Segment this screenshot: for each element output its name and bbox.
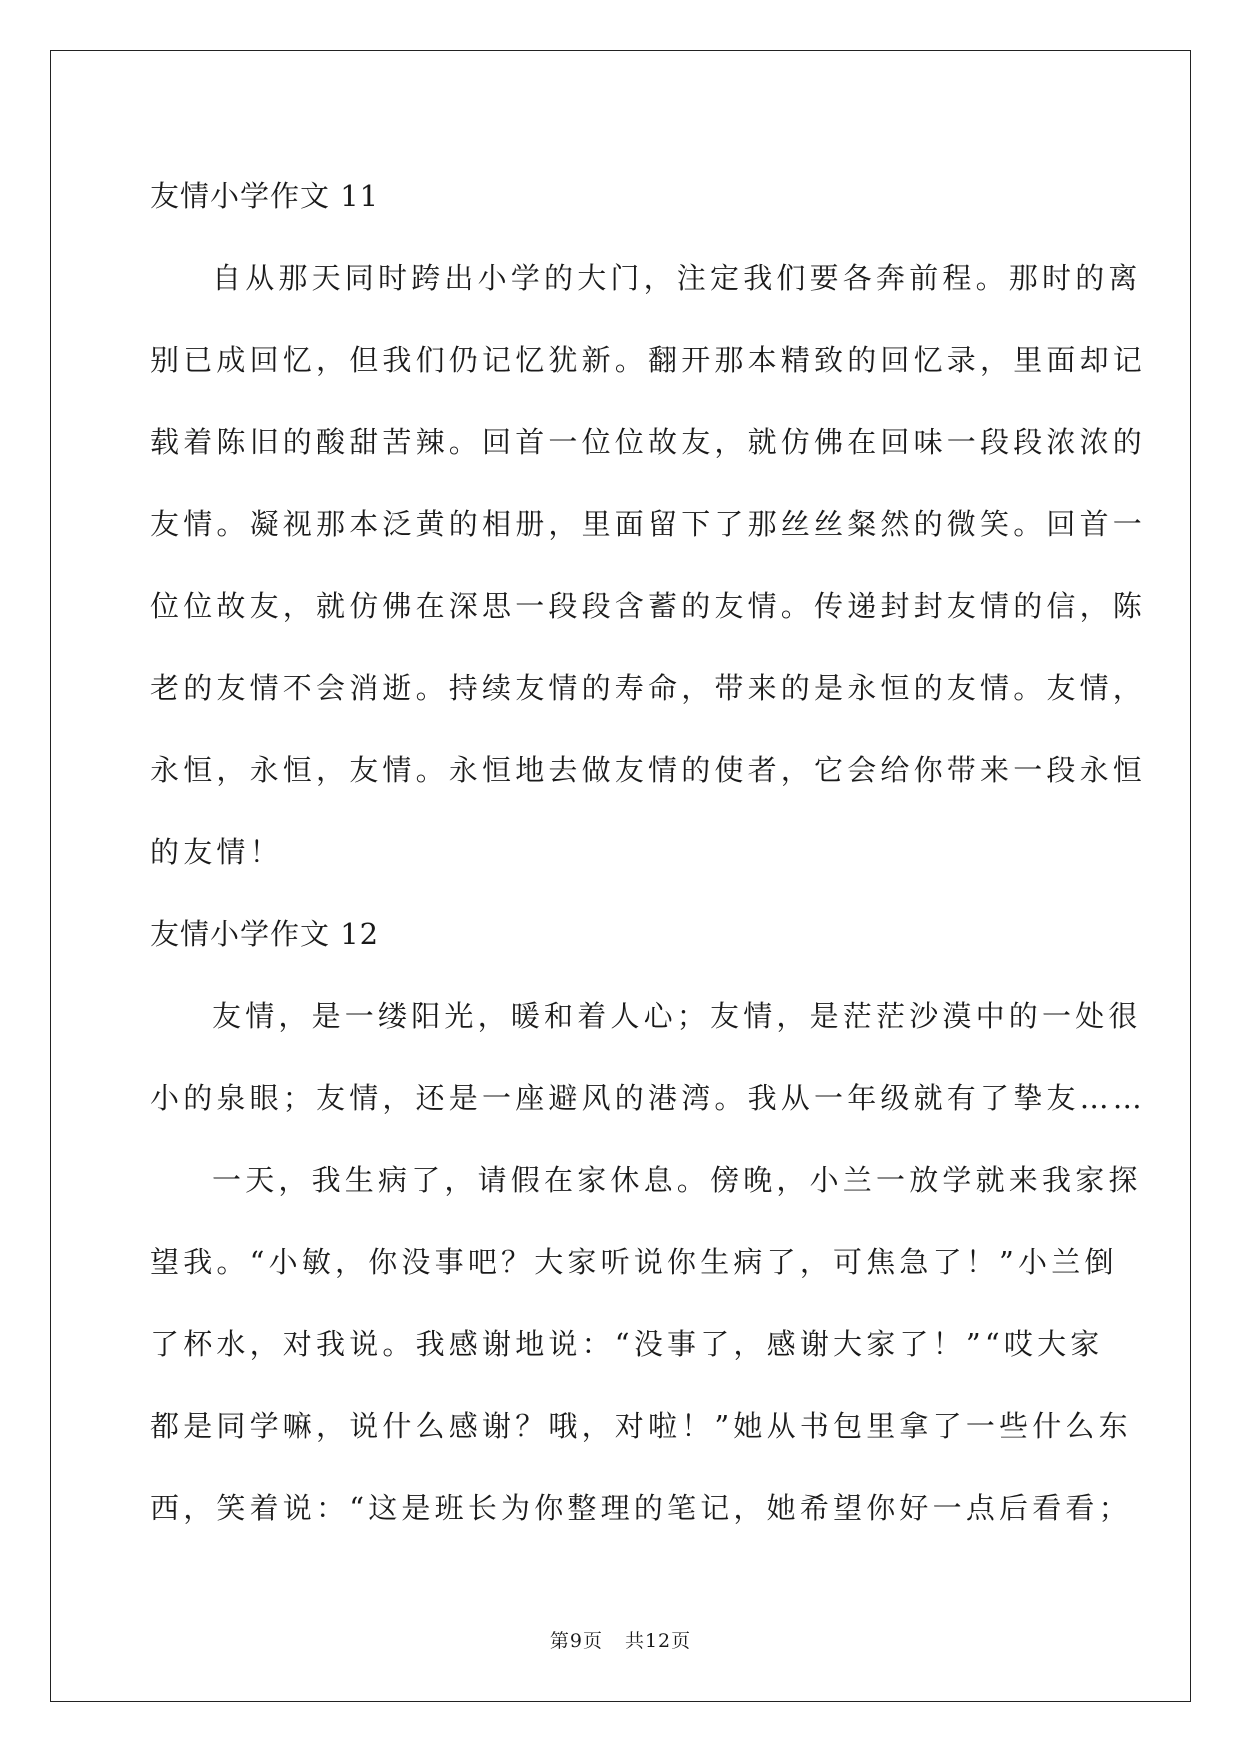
text-line: 别已成回忆，但我们仍记忆犹新。翻开那本精致的回忆录，里面却记	[150, 343, 1147, 377]
text-line: 望我。“小敏，你没事吧？大家听说你生病了，可焦急了！”小兰倒	[150, 1245, 1118, 1279]
text-line: 小的泉眼；友情，还是一座避风的港湾。我从一年级就有了挚友……	[150, 1081, 1147, 1115]
total-pages-label: 共12页	[624, 1630, 692, 1652]
text-line: 位位故友，就仿佛在深思一段段含蓄的友情。传递封封友情的信，陈	[150, 589, 1147, 623]
current-page-label: 第9页	[549, 1630, 603, 1652]
text-line: 载着陈旧的酸甜苦辣。回首一位位故友，就仿佛在回味一段段浓浓的	[150, 425, 1147, 459]
paragraph	[150, 1139, 1142, 1549]
essay-heading: 友情小学作文 11	[150, 179, 380, 213]
document-body	[150, 155, 1147, 1549]
text-line: 的友情！	[150, 835, 283, 869]
text-line: 友情，是一缕阳光，暖和着人心；友情，是茫茫沙漠中的一处很	[212, 999, 1142, 1033]
text-line: 了杯水，对我说。我感谢地说：“没事了，感谢大家了！”“哎大家	[150, 1327, 1104, 1361]
text-line: 自从那天同时跨出小学的大门，注定我们要各奔前程。那时的离	[212, 261, 1142, 295]
text-line: 老的友情不会消逝。持续友情的寿命，带来的是永恒的友情。友情，	[150, 671, 1147, 705]
essay-heading: 友情小学作文 12	[150, 917, 380, 951]
paragraph	[150, 237, 1147, 893]
text-line: 西，笑着说：“这是班长为你整理的笔记，她希望你好一点后看看；	[150, 1491, 1132, 1525]
paragraph	[150, 975, 1147, 1139]
text-line: 永恒，永恒，友情。永恒地去做友情的使者，它会给你带来一段永恒	[150, 753, 1147, 787]
text-line: 友情。凝视那本泛黄的相册，里面留下了那丝丝粲然的微笑。回首一	[150, 507, 1147, 541]
text-line: 一天，我生病了，请假在家休息。傍晚，小兰一放学就来我家探	[212, 1163, 1142, 1197]
page-footer	[0, 1626, 1241, 1653]
text-line: 都是同学嘛，说什么感谢？哦，对啦！”她从书包里拿了一些什么东	[150, 1409, 1132, 1443]
